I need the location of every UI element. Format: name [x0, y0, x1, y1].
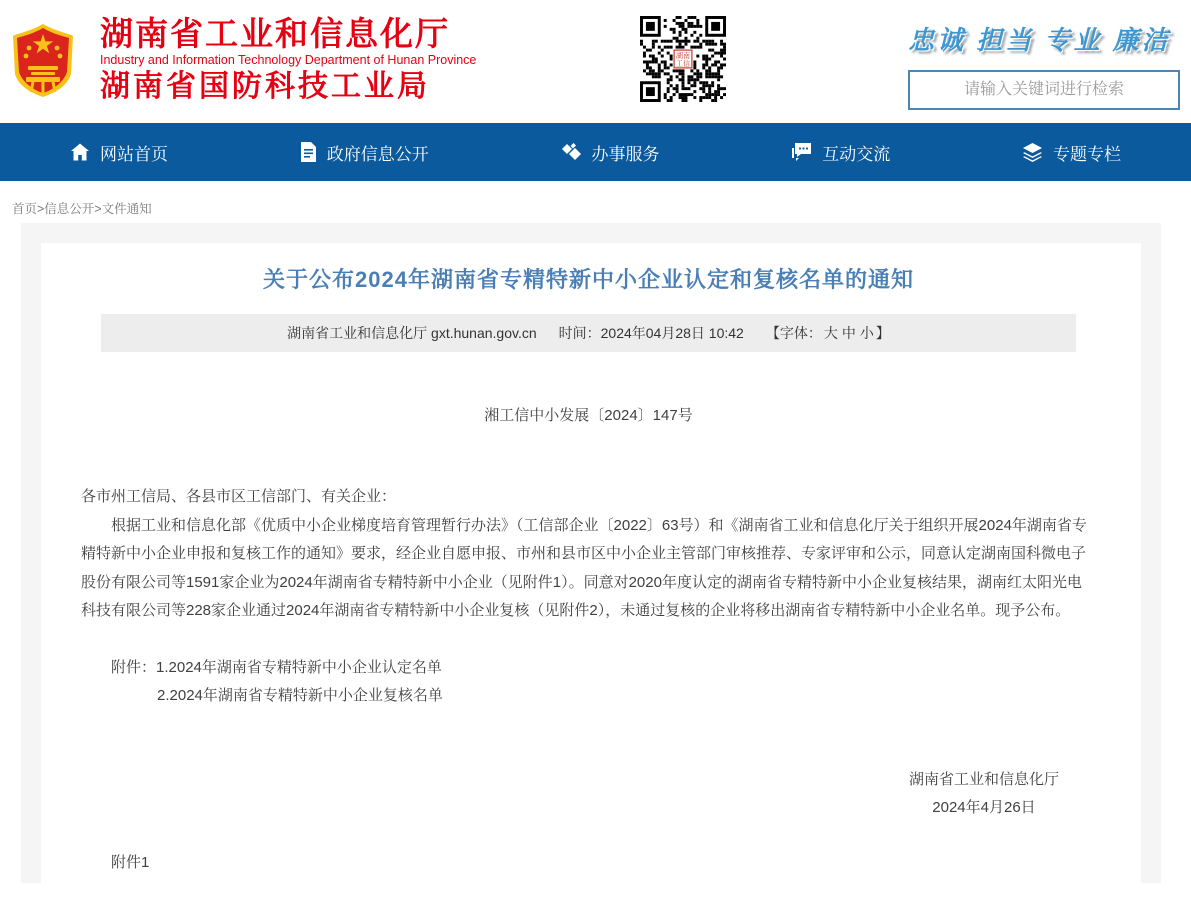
nav-item-gov-info[interactable] — [300, 140, 429, 165]
site-header — [0, 0, 1191, 123]
service-icon — [561, 142, 582, 162]
nav-item-interaction[interactable] — [791, 140, 890, 165]
attachment-line — [111, 654, 1096, 683]
salutation: 各市州工信局、各县市区工信部门、有关企业： — [81, 488, 397, 505]
svg-text:湖南: 湖南 — [675, 52, 691, 61]
attachments-label: 附件： — [111, 658, 157, 676]
org-title-cn2: 湖南省国防科技工业局 — [100, 70, 430, 103]
national-emblem-logo — [11, 22, 75, 98]
signature-date: 2024年4月26日 — [932, 798, 1036, 816]
org-title-en: Industry and Information Technology Department of Hunan Province — [100, 53, 477, 67]
attachments-block — [81, 654, 1096, 711]
body-paragraph: 根据工业和信息化部《优质中小企业梯度培育管理暂行办法》（工信部企业〔2022〕63号）和《湖南省工业和信息化厅关于组织开展2024年湖南省专精特新中小企业申报和复核工作的通知》要求，经企业自愿申报、市州和县市区中小企业主管部门审核推荐、专家评审和公示，同意认定湖南国科微电子股份有限公司等1591家企业为2024年湖南省专精特新中小企业（见附件1）。同意对2020年度认定的湖南省专精特新中小企业复核结果，湖南红太阳光电科技有限公司等228家企业通过2024年湖南省专精特新中小企业复核（见附件2），未通过复核的企业将移出湖南省专精特新中小企业名单。现予公布。 — [81, 516, 1087, 619]
font-size-prefix: 【字体： — [765, 325, 822, 341]
article-card — [41, 243, 1141, 883]
org-title-cn: 湖南省工业和信息化厅 — [100, 15, 450, 52]
nav-item-topics[interactable] — [1022, 140, 1121, 165]
signature-block — [81, 766, 1096, 823]
qr-code — [640, 16, 726, 102]
font-size-small-button[interactable]: 小 — [859, 325, 874, 341]
appendix-label: 附件1 — [111, 854, 150, 871]
nav-item-label: 专题专栏 — [1053, 144, 1121, 164]
font-size-suffix: 】 — [875, 325, 890, 341]
article-title: 关于公布2024年湖南省专精特新中小企业认定和复核名单的通知 — [263, 267, 914, 292]
nav-item-label: 网站首页 — [100, 144, 168, 164]
breadcrumb[interactable]: 首页>信息公开>文件通知 — [12, 202, 152, 216]
signature-org: 湖南省工业和信息化厅 — [908, 770, 1059, 788]
article-meta-bar — [101, 314, 1076, 352]
nav-item-home[interactable] — [70, 140, 168, 165]
document-icon — [300, 142, 317, 162]
home-icon — [70, 142, 90, 162]
slogan-text: 忠诚 担当 专业 廉洁 — [908, 25, 1171, 55]
nav-item-label: 政府信息公开 — [326, 144, 429, 164]
attachment-line — [157, 682, 1096, 711]
svg-text:工信: 工信 — [675, 60, 691, 69]
attachment-link-2[interactable]: 2.2024年湖南省专精特新中小企业复核名单 — [157, 687, 443, 704]
layers-icon — [1022, 142, 1043, 162]
font-size-large-button[interactable]: 大 — [823, 325, 838, 341]
main-nav — [0, 123, 1191, 181]
content-panel — [21, 223, 1161, 883]
nav-item-services[interactable] — [561, 140, 660, 165]
search-input[interactable] — [910, 72, 1178, 108]
font-size-medium-button[interactable]: 中 — [841, 325, 856, 341]
search-box — [908, 70, 1180, 110]
article-body — [81, 483, 1096, 878]
nav-item-label: 互动交流 — [822, 144, 891, 164]
article-source: 湖南省工业和信息化厅 gxt.hunan.gov.cn — [287, 325, 537, 341]
publish-time: 2024年04月28日 10:42 — [600, 325, 744, 341]
attachment-link-1[interactable]: 1.2024年湖南省专精特新中小企业认定名单 — [156, 658, 442, 676]
document-number: 湘工信中小发展〔2024〕147号 — [484, 407, 693, 424]
time-label: 时间： — [558, 325, 601, 341]
chat-icon — [791, 142, 812, 162]
site-title-block — [100, 16, 480, 105]
nav-item-label: 办事服务 — [591, 144, 660, 164]
header-right — [908, 20, 1183, 110]
